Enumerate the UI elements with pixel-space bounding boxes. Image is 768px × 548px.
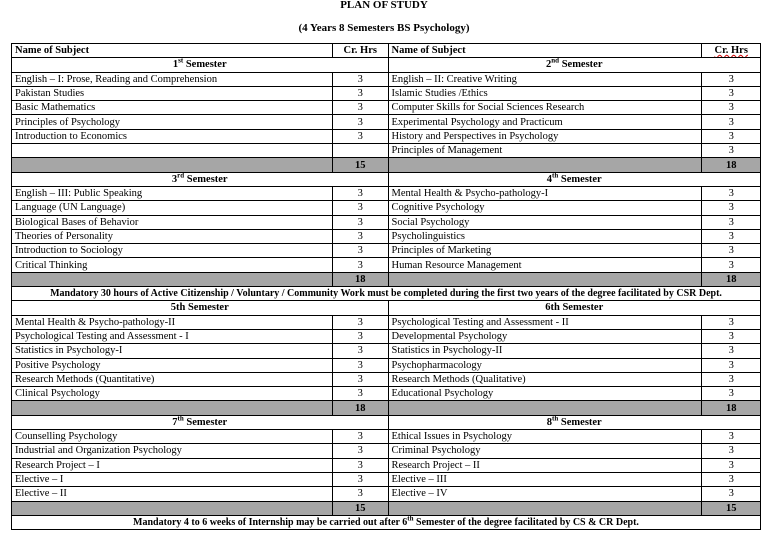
- course-name: English – I: Prose, Reading and Comprehension: [12, 72, 333, 86]
- course-name: Language (UN Language): [12, 201, 333, 215]
- semester-total-credits: 18: [333, 401, 389, 415]
- course-credit: 3: [333, 329, 389, 343]
- study-plan-table: [11, 43, 761, 530]
- course-credit: 3: [333, 86, 389, 100]
- course-name: English – III: Public Speaking: [12, 186, 333, 200]
- course-name: Statistics in Psychology-I: [12, 344, 333, 358]
- internship-note: [12, 515, 761, 529]
- semester-row: [12, 415, 761, 429]
- semester-total-credits: 18: [702, 401, 761, 415]
- course-credit: 3: [702, 315, 761, 329]
- course-credit: 3: [702, 201, 761, 215]
- semester-number: 8: [546, 416, 553, 428]
- semester-total-row: [12, 401, 761, 415]
- header-credit-right-text: Cr. Hrs: [714, 45, 748, 57]
- course-credit: 3: [702, 329, 761, 343]
- course-credit: 3: [333, 186, 389, 200]
- total-label-cell: [12, 158, 333, 172]
- course-name: Research Project – II: [388, 458, 702, 472]
- semester-word: Semester: [558, 416, 602, 428]
- total-label-cell: [12, 501, 333, 515]
- semester-total-credits: 18: [702, 158, 761, 172]
- citizenship-note: [12, 287, 761, 301]
- course-name: Clinical Psychology: [12, 387, 333, 401]
- course-row: [12, 186, 761, 200]
- semester-ordinal: th: [552, 172, 559, 180]
- course-name: Mental Health & Psycho-pathology-I: [388, 186, 702, 200]
- course-credit: 3: [702, 144, 761, 158]
- semester-heading: [388, 301, 760, 315]
- course-name: Research Methods (Quantitative): [12, 372, 333, 386]
- course-row: [12, 258, 761, 272]
- course-row: [12, 86, 761, 100]
- semester-ordinal: rd: [177, 172, 185, 180]
- semester-row: [12, 301, 761, 315]
- course-name: Psychological Testing and Assessment - I: [12, 329, 333, 343]
- semester-word: Semester: [559, 59, 603, 71]
- header-subject-right: Name of Subject: [388, 44, 702, 58]
- course-name: Basic Mathematics: [12, 101, 333, 115]
- semester-ordinal: th: [552, 415, 559, 423]
- semester-word: Semester: [184, 173, 228, 185]
- course-name: Educational Psychology: [388, 387, 702, 401]
- course-credit: 3: [333, 444, 389, 458]
- course-credit: 3: [333, 101, 389, 115]
- course-name: Mental Health & Psycho-pathology-II: [12, 315, 333, 329]
- course-credit: 3: [702, 387, 761, 401]
- semester-total-credits: 18: [333, 272, 389, 286]
- course-row: [12, 215, 761, 229]
- course-row: [12, 358, 761, 372]
- course-name: Human Resource Management: [388, 258, 702, 272]
- course-row: [12, 101, 761, 115]
- course-credit: 3: [333, 358, 389, 372]
- semester-word: Semester: [558, 173, 602, 185]
- course-name: Elective – IV: [388, 487, 702, 501]
- internship-note-text: [12, 515, 761, 529]
- course-name: [12, 144, 333, 158]
- course-credit: 3: [702, 372, 761, 386]
- semester-number: 3: [171, 173, 178, 185]
- semester-heading: [12, 58, 389, 72]
- header-subject-left: Name of Subject: [12, 44, 333, 58]
- semester-total-row: [12, 272, 761, 286]
- course-name: Industrial and Organization Psychology: [12, 444, 333, 458]
- total-label-cell: [388, 501, 702, 515]
- course-credit: 3: [702, 72, 761, 86]
- course-credit: 3: [702, 344, 761, 358]
- course-credit: 3: [333, 344, 389, 358]
- semester-word: Semester: [183, 416, 228, 428]
- course-credit: 3: [702, 487, 761, 501]
- course-credit: 3: [702, 101, 761, 115]
- course-name: Elective – III: [388, 472, 702, 486]
- course-credit: 3: [702, 229, 761, 243]
- semester-heading: [388, 172, 760, 186]
- course-name: Psychopharmacology: [388, 358, 702, 372]
- semester-number: 2: [546, 59, 552, 71]
- course-name: Psychological Testing and Assessment - II: [388, 315, 702, 329]
- course-name: Pakistan Studies: [12, 86, 333, 100]
- semester-total-row: [12, 158, 761, 172]
- semester-ordinal: th: [177, 415, 184, 423]
- note-ordinal: th: [407, 515, 414, 523]
- course-credit: 3: [333, 129, 389, 143]
- course-name: Criminal Psychology: [388, 444, 702, 458]
- course-credit: 3: [333, 430, 389, 444]
- note-text-end: Semester of the degree facilitated by CS & CR Dept.: [413, 516, 639, 528]
- header-credit-right: [702, 44, 761, 58]
- course-row: [12, 201, 761, 215]
- course-row: [12, 229, 761, 243]
- course-row: [12, 387, 761, 401]
- course-name: Psycholinguistics: [388, 229, 702, 243]
- course-credit: 3: [702, 444, 761, 458]
- total-label-cell: [388, 272, 702, 286]
- course-name: Statistics in Psychology-II: [388, 344, 702, 358]
- course-row: [12, 315, 761, 329]
- course-credit: 3: [333, 215, 389, 229]
- course-row: [12, 344, 761, 358]
- course-name: Positive Psychology: [12, 358, 333, 372]
- course-credit: [333, 144, 389, 158]
- total-label-cell: [12, 272, 333, 286]
- semester-heading: [12, 415, 389, 429]
- course-credit: 3: [333, 387, 389, 401]
- course-row: [12, 487, 761, 501]
- course-credit: 3: [333, 315, 389, 329]
- course-credit: 3: [333, 201, 389, 215]
- course-credit: 3: [333, 229, 389, 243]
- course-name: Research Methods (Qualitative): [388, 372, 702, 386]
- course-credit: 3: [333, 458, 389, 472]
- semester-row: [12, 58, 761, 72]
- semester-number: 1: [172, 59, 179, 71]
- citizenship-note-text: Mandatory 30 hours of Active Citizenship / Voluntary / Community Work must be completed during the first two years of the degree facilitated by CSR Dept.: [12, 287, 761, 301]
- semester-heading: [12, 172, 389, 186]
- course-name: History and Perspectives in Psychology: [388, 129, 702, 143]
- course-name: Introduction to Sociology: [12, 244, 333, 258]
- course-name: Counselling Psychology: [12, 430, 333, 444]
- semester-number: 7: [172, 416, 178, 428]
- semester-row: [12, 172, 761, 186]
- semester-number: 5th Semester: [170, 302, 229, 314]
- course-name: Elective – II: [12, 487, 333, 501]
- course-name: Principles of Management: [388, 144, 702, 158]
- course-name: Introduction to Economics: [12, 129, 333, 143]
- course-credit: 3: [702, 244, 761, 258]
- course-credit: 3: [702, 129, 761, 143]
- table-header-row: [12, 44, 761, 58]
- course-credit: 3: [702, 458, 761, 472]
- course-row: [12, 329, 761, 343]
- document-title: PLAN OF STUDY: [340, 0, 428, 11]
- course-row: [12, 458, 761, 472]
- course-name: Ethical Issues in Psychology: [388, 430, 702, 444]
- course-name: Principles of Marketing: [388, 244, 702, 258]
- course-credit: 3: [333, 487, 389, 501]
- course-name: Critical Thinking: [12, 258, 333, 272]
- course-name: Computer Skills for Social Sciences Research: [388, 101, 702, 115]
- course-row: [12, 444, 761, 458]
- semester-total-credits: 18: [702, 272, 761, 286]
- course-credit: 3: [333, 258, 389, 272]
- course-name: Research Project – I: [12, 458, 333, 472]
- note-text-start: Mandatory 4 to 6 weeks of Internship may be carried out after 6: [133, 516, 408, 528]
- course-credit: 3: [333, 115, 389, 129]
- course-name: Biological Bases of Behavior: [12, 215, 333, 229]
- course-credit: 3: [333, 72, 389, 86]
- course-credit: 3: [333, 372, 389, 386]
- course-credit: 3: [702, 115, 761, 129]
- course-credit: 3: [333, 472, 389, 486]
- course-name: Elective – I: [12, 472, 333, 486]
- total-label-cell: [388, 158, 702, 172]
- course-row: [12, 72, 761, 86]
- semester-heading: [388, 58, 760, 72]
- semester-word: Semester: [183, 59, 227, 71]
- course-row: [12, 129, 761, 143]
- course-row: [12, 115, 761, 129]
- semester-total-credits: 15: [333, 158, 389, 172]
- course-credit: 3: [702, 472, 761, 486]
- course-row: [12, 244, 761, 258]
- course-name: Cognitive Psychology: [388, 201, 702, 215]
- course-name: English – II: Creative Writing: [388, 72, 702, 86]
- semester-heading: [388, 415, 760, 429]
- course-name: Developmental Psychology: [388, 329, 702, 343]
- semester-total-credits: 15: [702, 501, 761, 515]
- course-name: Theories of Personality: [12, 229, 333, 243]
- course-credit: 3: [702, 186, 761, 200]
- document-subtitle: (4 Years 8 Semesters BS Psychology): [298, 22, 470, 34]
- semester-total-credits: 15: [333, 501, 389, 515]
- course-credit: 3: [333, 244, 389, 258]
- course-credit: 3: [702, 215, 761, 229]
- course-credit: 3: [702, 86, 761, 100]
- course-name: Principles of Psychology: [12, 115, 333, 129]
- course-row: [12, 372, 761, 386]
- course-credit: 3: [702, 258, 761, 272]
- course-row: [12, 472, 761, 486]
- header-credit-left: Cr. Hrs: [333, 44, 389, 58]
- course-name: Islamic Studies /Ethics: [388, 86, 702, 100]
- course-credit: 3: [702, 430, 761, 444]
- course-credit: 3: [702, 358, 761, 372]
- semester-ordinal: st: [178, 57, 184, 65]
- course-name: Experimental Psychology and Practicum: [388, 115, 702, 129]
- semester-total-row: [12, 501, 761, 515]
- course-row: [12, 430, 761, 444]
- total-label-cell: [12, 401, 333, 415]
- semester-ordinal: nd: [551, 57, 560, 65]
- semester-heading: [12, 301, 389, 315]
- total-label-cell: [388, 401, 702, 415]
- course-row: [12, 144, 761, 158]
- semester-number: 6th Semester: [545, 302, 604, 314]
- semester-number: 4: [546, 173, 553, 185]
- course-name: Social Psychology: [388, 215, 702, 229]
